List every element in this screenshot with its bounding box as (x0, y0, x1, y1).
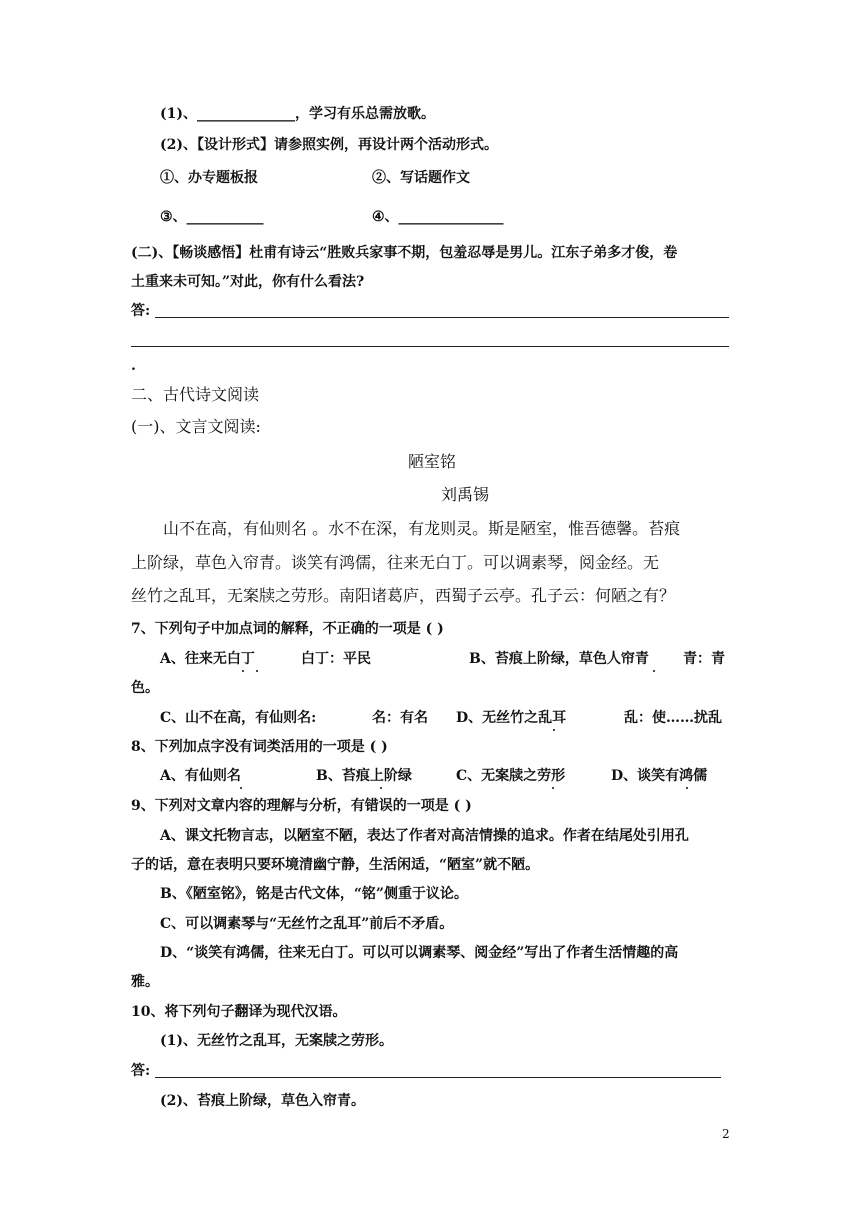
q9-option-a-line-1: A、课文托物言志，以陋室不陋，表达了作者对高洁情操的追求。作者在结尾处引用孔 (160, 828, 689, 844)
poem-text-line: 上阶绿，草色入帘青。谈笑有鸿儒，往来无白丁。可以调素琴，阅金经。无 (131, 553, 660, 572)
activity-q1: (1)、______________，学习有乐总需放歌。 (160, 106, 435, 122)
question-7: 7、下列句子中加点词的解释，不正确的一项是 ( ) (131, 621, 444, 637)
q7-option-d: D、无丝竹之乱耳 (456, 710, 567, 726)
q10-item-2: (2)、苔痕上阶绿，草色入帘青。 (160, 1093, 365, 1109)
page-number: 2 (722, 1127, 730, 1141)
emphasis-dot (256, 670, 258, 672)
q9-option-c: C、可以调素琴与“无丝竹之乱耳”前后不矛盾。 (160, 916, 454, 932)
q7-option-b: B、苔痕上阶绿，草色人帘青 (469, 651, 649, 667)
q7-option-c-explanation: 名：有名 (372, 710, 428, 726)
section-heading: 二、古代诗文阅读 (131, 385, 260, 404)
emphasis-dot (653, 670, 655, 672)
q9-option-a-line-2: 子的话，意在表明只要环境清幽宁静，生活闲适，“陋室”就不陋。 (131, 857, 540, 873)
option-2: ②、写话题作文 (372, 170, 470, 186)
poem-author: 刘禹锡 (441, 485, 490, 504)
question-10: 10、将下列句子翻译为现代汉语。 (131, 1004, 347, 1020)
section-subheading: (一)、文言文阅读: (131, 417, 261, 436)
emphasis-dot (552, 787, 554, 789)
emphasis-dot (553, 729, 555, 731)
question-9: 9、下列对文章内容的理解与分析，有错误的一项是 ( ) (131, 798, 472, 814)
q7-option-a: A、往来无白丁 (160, 651, 255, 667)
section-2-prompt-line-2: 土重来未可知。”对此，你有什么看法? (131, 274, 365, 290)
section-2-prompt-line-1: (二)、【畅谈感悟】杜甫有诗云“胜败兵家事不期，包羞忍辱是男儿。江东子弟多才俊，卷 (131, 245, 678, 261)
q10-answer-line[interactable] (155, 1077, 721, 1078)
emphasis-dot (380, 787, 382, 789)
q8-option-a: A、有仙则名 (160, 768, 241, 784)
emphasis-dot (686, 787, 688, 789)
q10-answer-label: 答: (131, 1063, 151, 1079)
emphasis-dot (240, 787, 242, 789)
q9-option-d-line-2: 雅。 (131, 974, 159, 990)
option-3: ③、___________ (160, 209, 264, 225)
answer-line-1[interactable] (155, 317, 729, 318)
period-mark: . (131, 358, 136, 374)
q8-option-b: B、苔痕上阶绿 (316, 768, 412, 784)
poem-text-line: 丝竹之乱耳，无案牍之劳形。南阳诸葛庐，西蜀子云亭。孔子云：何陋之有？ (131, 586, 676, 605)
q9-option-b: B、《陋室铭》，铭是古代文体，“铭”侧重于议论。 (160, 886, 468, 902)
q8-option-c: C、无案牍之劳形 (456, 768, 566, 784)
q8-option-d: D、谈笑有鸿儒 (611, 768, 708, 784)
q10-item-1: (1)、无丝竹之乱耳，无案牍之劳形。 (160, 1033, 393, 1049)
answer-label: 答: (131, 303, 151, 319)
q7-option-c: C、山不在高，有仙则名: (160, 710, 317, 726)
question-8: 8、下列加点字没有词类活用的一项是 ( ) (131, 739, 388, 755)
option-4: ④、_______________ (372, 209, 504, 225)
q7-option-b-continuation: 色。 (131, 680, 159, 696)
q7-option-a-explanation: 白丁：平民 (301, 651, 371, 667)
q9-option-d-line-1: D、“谈笑有鸿儒，往来无白丁。可以可以调素琴、阅金经”写出了作者生活情趣的高 (160, 945, 679, 961)
poem-title: 陋室铭 (408, 452, 457, 471)
activity-q2: (2)、【设计形式】请参照实例，再设计两个活动形式。 (160, 137, 498, 153)
emphasis-dot (242, 670, 244, 672)
q7-option-d-explanation: 乱：使……扰乱 (624, 710, 722, 726)
q7-option-b-explanation: 青：青 (683, 651, 725, 667)
poem-text-line: 山不在高，有仙则名 。水不在深，有龙则灵。斯是陋室，惟吾德馨。苔痕 (163, 519, 681, 538)
answer-line-2[interactable] (131, 346, 729, 347)
option-1: ①、办专题板报 (160, 170, 258, 186)
